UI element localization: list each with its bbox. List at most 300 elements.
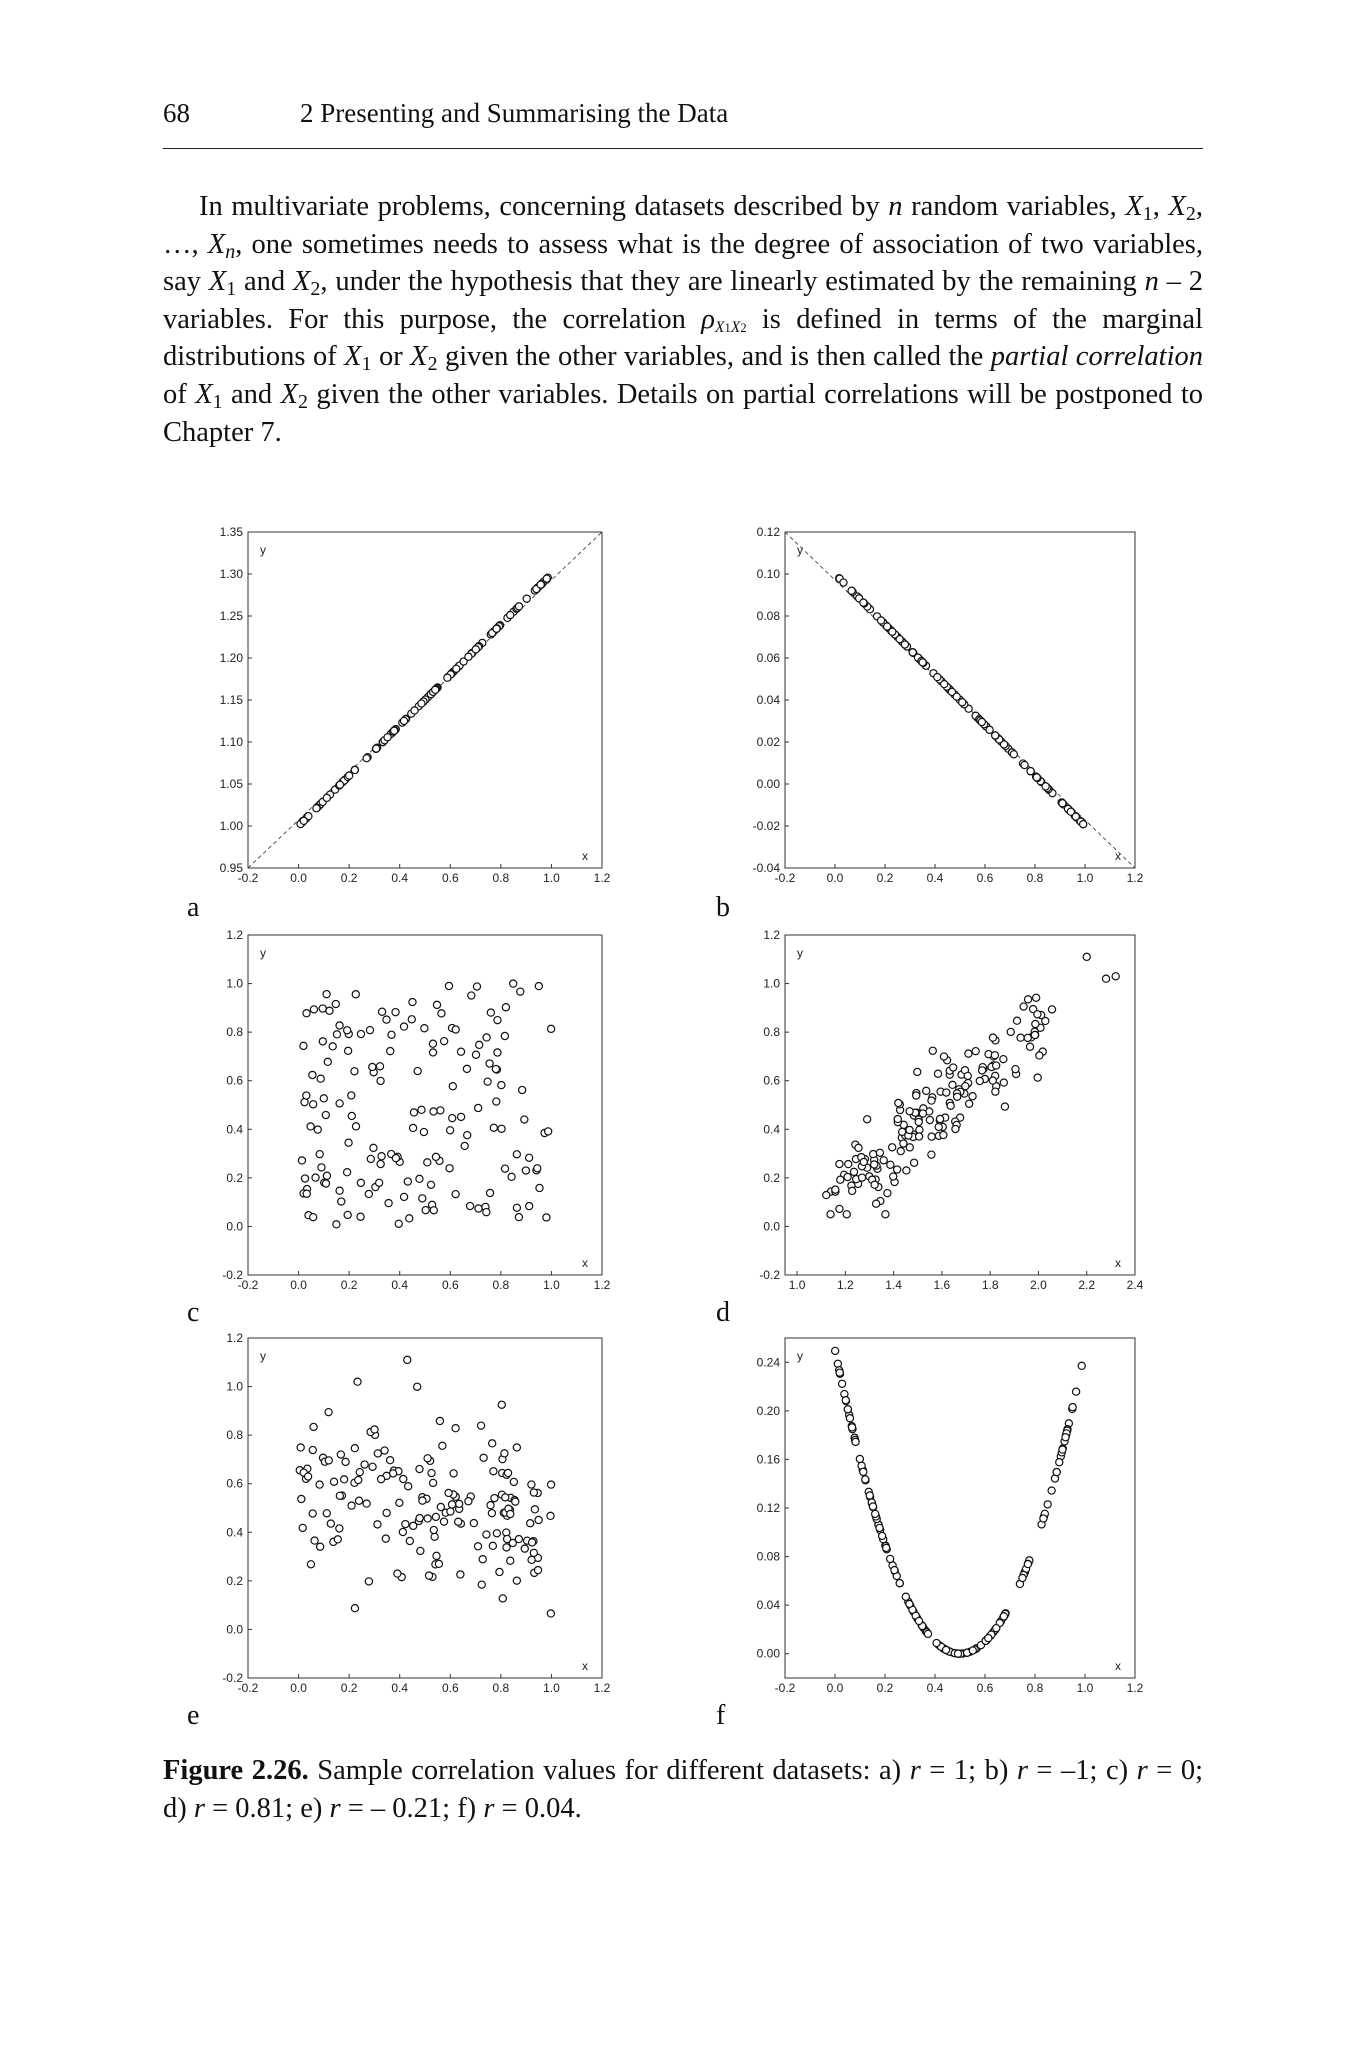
data-point <box>447 1127 454 1134</box>
data-point <box>392 1009 399 1016</box>
figure-caption: Figure 2.26. Sample correlation values for different datasets: a) r = 1; b) r = –1; c) r = 0; d) r = 0.81; e) r = – 0.21; f) r = 0.04. <box>163 1755 1203 1824</box>
data-point <box>498 1401 505 1408</box>
y-tick-label: -0.04 <box>752 861 780 875</box>
data-point <box>1080 821 1087 828</box>
data-point <box>320 1095 327 1102</box>
data-point <box>836 1160 843 1167</box>
data-point <box>416 1465 423 1472</box>
panel-label-b: b <box>716 892 730 923</box>
data-point <box>365 1578 372 1585</box>
x-tick-label: 1.0 <box>788 1278 806 1292</box>
data-point <box>399 1528 406 1535</box>
data-point <box>862 1476 869 1483</box>
y-tick-label: 0.6 <box>226 1476 243 1491</box>
data-point <box>1021 761 1028 768</box>
data-point <box>373 745 380 752</box>
data-point <box>356 1469 363 1476</box>
data-point <box>928 1097 935 1104</box>
data-point <box>523 595 530 602</box>
data-point <box>332 1000 339 1007</box>
data-point <box>959 699 966 706</box>
data-point <box>351 1445 358 1452</box>
data-point <box>383 1016 390 1023</box>
data-point <box>502 1004 509 1011</box>
data-point <box>924 1630 931 1637</box>
data-point <box>457 1048 464 1055</box>
axes-b <box>753 525 1144 885</box>
data-point <box>503 1544 510 1551</box>
data-point <box>915 1617 922 1624</box>
data-point <box>392 1155 399 1162</box>
data-point <box>402 1521 409 1528</box>
page-number: 68 <box>163 98 190 128</box>
data-point <box>483 1209 490 1216</box>
data-point <box>936 1115 943 1122</box>
data-point <box>432 1513 439 1520</box>
data-point <box>486 1189 493 1196</box>
plot-frame <box>785 1338 1135 1678</box>
data-point <box>400 717 407 724</box>
data-point <box>342 1458 349 1465</box>
data-point <box>494 1017 501 1024</box>
data-point <box>529 1539 536 1546</box>
data-point <box>1033 774 1040 781</box>
data-point <box>536 1184 543 1191</box>
data-point <box>449 1115 456 1122</box>
y-tick-label: -0.2 <box>759 1268 780 1282</box>
y-tick-label: 0.08 <box>756 1549 780 1564</box>
data-point <box>464 1132 471 1139</box>
data-point <box>387 1048 394 1055</box>
data-point <box>387 1457 394 1464</box>
y-tick-label: 0.04 <box>756 1598 780 1613</box>
data-point <box>521 1116 528 1123</box>
y-tick-label: 0.04 <box>756 693 780 707</box>
data-point <box>355 1476 362 1483</box>
data-point <box>461 1142 468 1149</box>
data-point <box>344 1169 351 1176</box>
data-point <box>327 1520 334 1527</box>
data-point <box>300 1042 307 1049</box>
data-point <box>873 1200 880 1207</box>
data-point <box>483 1034 490 1041</box>
data-point <box>438 1010 445 1017</box>
x-tick-label: 1.6 <box>933 1278 951 1292</box>
y-tick-label: 0.2 <box>226 1170 243 1185</box>
data-point <box>441 1038 448 1045</box>
panel-label-d: d <box>716 1297 730 1328</box>
data-point <box>463 1065 470 1072</box>
data-point <box>526 1202 533 1209</box>
y-tick-label: 1.00 <box>219 819 243 833</box>
data-point <box>860 599 867 606</box>
y-tick-label: 1.0 <box>763 976 780 991</box>
data-point <box>457 1571 464 1578</box>
y-tick-label: 1.0 <box>226 976 243 991</box>
data-point <box>498 1125 505 1132</box>
data-point <box>385 1200 392 1207</box>
panel-label-a: a <box>187 892 200 923</box>
data-point <box>528 1481 535 1488</box>
y-tick-label: -0.2 <box>222 1671 243 1685</box>
data-point <box>1044 1501 1051 1508</box>
data-point <box>985 1635 992 1642</box>
x-tick-label: 0.8 <box>492 1278 510 1292</box>
data-point <box>446 1165 453 1172</box>
data-point <box>439 1442 446 1449</box>
data-point <box>1019 1574 1026 1581</box>
data-point <box>316 1481 323 1488</box>
data-point <box>836 1369 843 1376</box>
data-point <box>300 817 307 824</box>
data-point <box>377 1077 384 1084</box>
data-point <box>318 1164 325 1171</box>
plot-d <box>759 928 1144 1295</box>
data-point <box>417 1547 424 1554</box>
data-point <box>455 1518 462 1525</box>
data-point <box>410 1109 417 1116</box>
data-point <box>846 1415 853 1422</box>
data-point <box>890 1173 897 1180</box>
data-point <box>490 1124 497 1131</box>
data-point <box>969 1647 976 1654</box>
data-point <box>896 1579 903 1586</box>
data-point <box>354 1378 361 1385</box>
data-point <box>488 1510 495 1517</box>
x-tick-label: 1.2 <box>593 1681 611 1695</box>
data-point <box>941 680 948 687</box>
data-point <box>374 1450 381 1457</box>
y-axis-label: y <box>260 1349 266 1363</box>
y-tick-label: 0.4 <box>226 1122 243 1137</box>
data-point <box>1036 1052 1043 1059</box>
data-point <box>400 1023 407 1030</box>
data-point <box>894 1166 901 1173</box>
y-tick-label: 0.20 <box>756 1403 780 1418</box>
data-point <box>436 1417 443 1424</box>
data-point <box>394 1570 401 1577</box>
data-point <box>1027 768 1034 775</box>
data-point <box>519 1086 526 1093</box>
panel-label-f: f <box>716 1700 726 1731</box>
data-point <box>849 1187 856 1194</box>
y-tick-label: 0.0 <box>226 1622 243 1637</box>
data-point <box>1059 1446 1066 1453</box>
data-point <box>467 1202 474 1209</box>
data-point <box>848 587 855 594</box>
data-point <box>915 1133 922 1140</box>
data-point <box>515 603 522 610</box>
data-point <box>897 1148 904 1155</box>
data-point <box>1102 975 1109 982</box>
data-point <box>410 1522 417 1529</box>
data-point <box>310 1006 317 1013</box>
data-point <box>348 1092 355 1099</box>
y-axis-label: y <box>797 946 803 960</box>
y-tick-label: 0.16 <box>756 1452 780 1467</box>
panel-label-e: e <box>187 1700 200 1731</box>
data-point <box>976 1077 983 1084</box>
x-tick-label: 0.8 <box>492 1681 510 1695</box>
y-axis-label: y <box>797 1349 803 1363</box>
data-point <box>440 1518 447 1525</box>
x-tick-label: 1.0 <box>543 1278 560 1292</box>
data-point <box>869 1503 876 1510</box>
y-tick-label: 0.6 <box>226 1073 243 1088</box>
data-point <box>910 1159 917 1166</box>
x-tick-label: 1.0 <box>1076 871 1094 885</box>
data-point <box>952 1125 959 1132</box>
y-tick-label: 0.12 <box>756 525 780 539</box>
data-point <box>1024 1560 1031 1567</box>
plot-e <box>222 1331 611 1698</box>
data-point <box>396 1499 403 1506</box>
data-point <box>449 1083 456 1090</box>
data-point <box>547 1481 554 1488</box>
data-point <box>933 1639 940 1646</box>
data-point <box>468 992 475 999</box>
data-point <box>490 1468 497 1475</box>
data-point <box>1056 1459 1063 1466</box>
x-tick-label: 0.4 <box>391 1681 409 1695</box>
data-point <box>310 1101 317 1108</box>
x-axis-label: x <box>582 1659 588 1673</box>
data-point <box>478 1581 485 1588</box>
data-point <box>432 686 439 693</box>
y-tick-label: 0.12 <box>756 1501 780 1515</box>
x-tick-label: 2.0 <box>1030 1278 1047 1292</box>
panel-label-c: c <box>187 1297 200 1328</box>
y-tick-label: 0.00 <box>756 777 780 791</box>
data-point <box>433 1552 440 1559</box>
data-point <box>378 1008 385 1015</box>
data-point <box>409 1124 416 1131</box>
data-point <box>420 1128 427 1135</box>
data-point <box>501 1032 508 1039</box>
data-point <box>494 1049 501 1056</box>
data-point <box>323 1172 330 1179</box>
axes-c <box>222 928 610 1292</box>
data-point <box>322 1180 329 1187</box>
data-point <box>887 1161 894 1168</box>
data-point <box>329 1043 336 1050</box>
data-point <box>337 1451 344 1458</box>
data-point <box>934 1070 941 1077</box>
data-point <box>381 1447 388 1454</box>
data-point <box>363 1500 370 1507</box>
y-tick-label: 1.2 <box>226 928 243 942</box>
data-point <box>355 1497 362 1504</box>
data-point <box>879 1532 886 1539</box>
data-point <box>487 1502 494 1509</box>
y-tick-label: 0.00 <box>756 1646 780 1661</box>
x-tick-label: 0.0 <box>290 1278 307 1292</box>
x-tick-label: 0.2 <box>876 1681 894 1695</box>
data-point <box>501 1450 508 1457</box>
data-point <box>858 1174 865 1181</box>
data-point <box>902 1593 909 1600</box>
data-point <box>465 1498 472 1505</box>
data-point <box>513 1204 520 1211</box>
data-point <box>1078 1362 1085 1369</box>
y-tick-label: 0.02 <box>756 735 780 749</box>
data-point <box>311 1537 318 1544</box>
x-tick-label: 2.4 <box>1126 1278 1144 1292</box>
data-point <box>382 1535 389 1542</box>
x-tick-label: 0.8 <box>1026 1681 1044 1695</box>
data-point <box>848 1424 855 1431</box>
data-point <box>493 1098 500 1105</box>
plot-f <box>756 1338 1144 1698</box>
data-point <box>1059 800 1066 807</box>
data-point <box>303 1190 310 1197</box>
data-point <box>378 1476 385 1483</box>
x-axis-label: x <box>582 849 588 863</box>
data-point <box>384 734 391 741</box>
data-point <box>1000 1056 1007 1063</box>
data-point <box>307 1123 314 1130</box>
data-point <box>1024 1034 1031 1041</box>
data-point <box>512 1498 519 1505</box>
data-point <box>444 674 451 681</box>
data-point <box>312 1174 319 1181</box>
y-tick-label: 0.95 <box>219 861 243 875</box>
data-point <box>1073 1388 1080 1395</box>
data-point <box>1042 783 1049 790</box>
data-point <box>940 1053 947 1060</box>
data-point <box>475 1205 482 1212</box>
plot-c <box>222 928 611 1295</box>
y-tick-label: -0.2 <box>222 1268 243 1282</box>
data-point <box>452 1191 459 1198</box>
rho-symbol: $\rho_{X1X2}$ <box>701 303 747 336</box>
data-point <box>351 766 358 773</box>
data-point <box>435 1560 442 1567</box>
data-point <box>404 1356 411 1363</box>
data-point <box>457 1113 464 1120</box>
data-point <box>913 1092 920 1099</box>
data-point <box>919 659 926 666</box>
y-tick-label: 1.2 <box>226 1331 243 1345</box>
data-point <box>513 1577 520 1584</box>
data-point <box>507 1557 514 1564</box>
data-point <box>498 1081 505 1088</box>
data-point <box>448 1501 455 1508</box>
data-point <box>504 1469 511 1476</box>
data-point <box>307 1561 314 1568</box>
data-point <box>1112 973 1119 980</box>
data-point <box>860 1468 867 1475</box>
axes-e <box>222 1331 610 1695</box>
data-point <box>889 1144 896 1151</box>
data-point <box>313 805 320 812</box>
data-point <box>445 982 452 989</box>
x-axis-label: x <box>1115 1256 1121 1270</box>
data-point <box>507 1510 514 1517</box>
data-point <box>400 1193 407 1200</box>
data-point <box>1012 1066 1019 1073</box>
data-point <box>535 1516 542 1523</box>
data-point <box>351 1605 358 1612</box>
y-tick-label: 0.8 <box>226 1025 243 1040</box>
x-tick-label: 0.0 <box>290 1681 307 1695</box>
data-point <box>357 1030 364 1037</box>
data-point <box>993 1062 1000 1069</box>
y-tick-label: 0.06 <box>756 651 780 665</box>
y-tick-label: 1.2 <box>763 928 780 942</box>
data-point <box>919 1110 926 1117</box>
data-point <box>483 1531 490 1538</box>
data-point <box>499 1595 506 1602</box>
y-tick-label: 0.24 <box>756 1355 780 1370</box>
data-point <box>889 628 896 635</box>
data-point <box>323 991 330 998</box>
data-point <box>450 1470 457 1477</box>
data-point <box>986 726 993 733</box>
data-point <box>303 1092 310 1099</box>
data-point <box>502 1494 509 1501</box>
data-point <box>363 755 370 762</box>
data-point <box>491 1495 498 1502</box>
data-point <box>534 1567 541 1574</box>
x-tick-label: 0.2 <box>876 871 894 885</box>
data-point <box>965 1050 972 1057</box>
data-point <box>901 641 908 648</box>
data-point <box>404 1178 411 1185</box>
y-tick-label: 1.30 <box>219 567 243 581</box>
data-point <box>1032 1020 1039 1027</box>
data-point <box>837 1176 844 1183</box>
x-tick-label: 1.0 <box>1076 1681 1094 1695</box>
data-point <box>547 1025 554 1032</box>
x-tick-label: 0.4 <box>926 1681 944 1695</box>
data-point <box>336 1187 343 1194</box>
data-point <box>928 1151 935 1158</box>
data-point <box>323 794 330 801</box>
data-point <box>843 1211 850 1218</box>
x-tick-label: 1.2 <box>593 871 611 885</box>
x-tick-label: -0.2 <box>237 1681 259 1695</box>
data-point <box>310 1423 317 1430</box>
data-point <box>871 1161 878 1168</box>
y-tick-label: 1.15 <box>219 693 243 707</box>
data-point <box>348 1502 355 1509</box>
data-point <box>325 1409 332 1416</box>
data-point <box>876 1149 883 1156</box>
data-point <box>1053 1468 1060 1475</box>
x-tick-label: 0.6 <box>441 1278 459 1292</box>
data-point <box>915 1118 922 1125</box>
data-point <box>942 1646 949 1653</box>
data-point <box>333 1031 340 1038</box>
data-point <box>409 998 416 1005</box>
data-point <box>510 980 517 987</box>
data-point <box>914 1068 921 1075</box>
data-point <box>429 1479 436 1486</box>
data-point <box>345 1047 352 1054</box>
data-point <box>348 1112 355 1119</box>
data-point <box>1034 1011 1041 1018</box>
data-point <box>424 1455 431 1462</box>
y-axis-label: y <box>260 946 266 960</box>
data-point <box>531 1506 538 1513</box>
x-axis-label: x <box>1115 1659 1121 1673</box>
data-point <box>484 1078 491 1085</box>
data-point <box>503 1535 510 1542</box>
y-tick-label: 0.08 <box>756 609 780 623</box>
y-tick-label: 0.8 <box>226 1428 243 1443</box>
data-point <box>489 1440 496 1447</box>
